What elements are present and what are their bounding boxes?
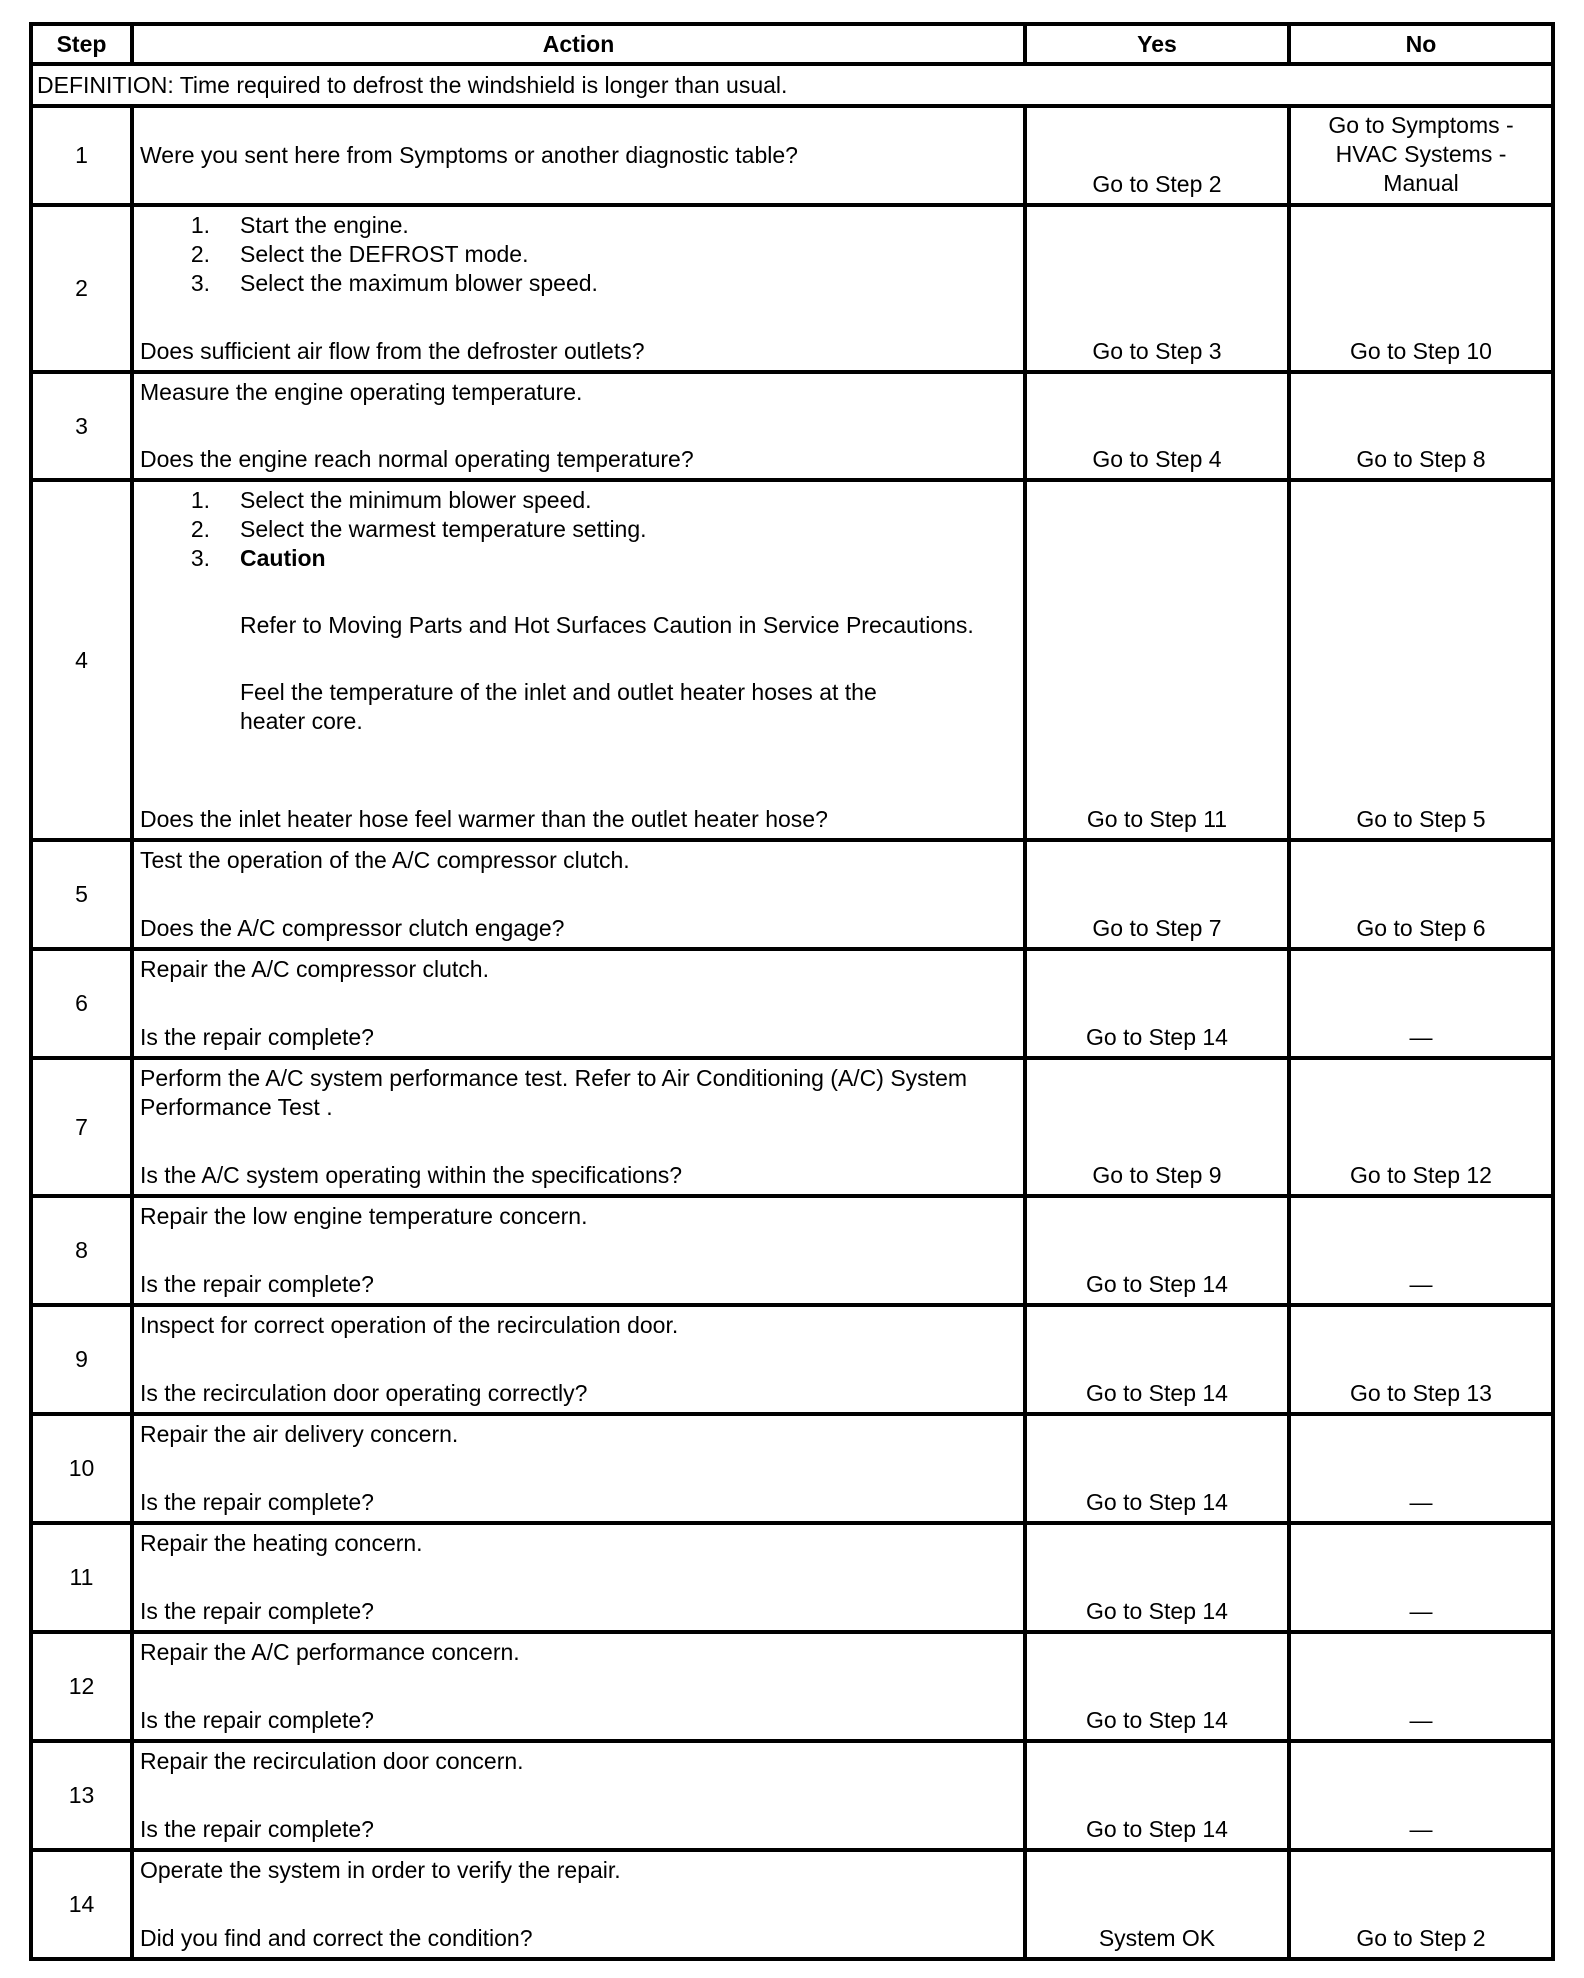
table-row <box>31 1058 1553 1196</box>
yes-cell: Go to Step 14 <box>1025 1523 1289 1632</box>
yes-cell: Go to Step 4 <box>1025 372 1289 480</box>
step-number: 7 <box>31 1058 132 1196</box>
list-item: 2. Select the warmest temperature setting. <box>190 516 647 542</box>
step-number: 12 <box>31 1632 132 1741</box>
step-number: 11 <box>31 1523 132 1632</box>
question-text: Does the engine reach normal operating temperature? <box>140 446 694 472</box>
action-cell <box>132 1414 1025 1523</box>
table-row <box>31 106 1553 205</box>
header-step: Step <box>31 24 132 64</box>
yes-cell: Go to Step 14 <box>1025 1305 1289 1414</box>
list-item: 1. Select the minimum blower speed. <box>190 487 592 513</box>
action-cell <box>132 1632 1025 1741</box>
table-row <box>31 372 1553 480</box>
instruction-text: Repair the recirculation door concern. <box>140 1748 524 1774</box>
step-number: 13 <box>31 1741 132 1850</box>
table-row <box>31 1741 1553 1850</box>
question-text: Is the repair complete? <box>140 1598 374 1624</box>
yes-cell: Go to Step 14 <box>1025 1196 1289 1305</box>
table-row <box>31 949 1553 1058</box>
yes-cell: Go to Step 2 <box>1025 106 1289 205</box>
question-text: Does the A/C compressor clutch engage? <box>140 915 565 941</box>
no-cell: — <box>1289 1741 1553 1850</box>
list-item: 3. Select the maximum blower speed. <box>190 270 598 296</box>
question-text: Is the repair complete? <box>140 1271 374 1297</box>
table-row <box>31 205 1553 372</box>
no-cell: Go to Step 13 <box>1289 1305 1553 1414</box>
action-cell <box>132 1305 1025 1414</box>
yes-cell: Go to Step 14 <box>1025 1414 1289 1523</box>
yes-cell: Go to Step 7 <box>1025 840 1289 949</box>
step-number: 14 <box>31 1850 132 1959</box>
instruction-text: Operate the system in order to verify the repair. <box>140 1857 621 1883</box>
caution-text: Refer to Moving Parts and Hot Surfaces Caution in Service Precautions. <box>240 612 974 638</box>
action-cell <box>132 1741 1025 1850</box>
action-cell <box>132 205 1025 372</box>
diagnostic-table <box>29 22 1555 1961</box>
no-cell: — <box>1289 949 1553 1058</box>
action-cell <box>132 480 1025 840</box>
yes-cell: Go to Step 3 <box>1025 205 1289 372</box>
action-cell <box>132 106 1025 205</box>
instruction-text: Repair the air delivery concern. <box>140 1421 459 1447</box>
step-number: 4 <box>31 480 132 840</box>
table-row <box>31 1850 1553 1959</box>
instruction-text: Repair the low engine temperature concern. <box>140 1203 588 1229</box>
step-number: 3 <box>31 372 132 480</box>
procedure-list <box>140 486 1017 573</box>
action-cell <box>132 840 1025 949</box>
table-row <box>31 1305 1553 1414</box>
question-text: Is the repair complete? <box>140 1707 374 1733</box>
caution-label: Caution <box>240 545 326 571</box>
instruction-text: Perform the A/C system performance test. Refer to Air Conditioning (A/C) System Performance Test . <box>140 1065 968 1120</box>
no-cell: — <box>1289 1632 1553 1741</box>
table-row <box>31 1414 1553 1523</box>
no-cell: Go to Step 6 <box>1289 840 1553 949</box>
instruction-text: Repair the A/C performance concern. <box>140 1639 520 1665</box>
step-number: 10 <box>31 1414 132 1523</box>
no-cell: Go to Step 2 <box>1289 1850 1553 1959</box>
table-row <box>31 1196 1553 1305</box>
no-cell: Go to Step 8 <box>1289 372 1553 480</box>
question-text: Is the repair complete? <box>140 1489 374 1515</box>
question-text: Does the inlet heater hose feel warmer than the outlet heater hose? <box>140 806 828 832</box>
action-cell <box>132 1058 1025 1196</box>
step-number: 9 <box>31 1305 132 1414</box>
no-cell: Go to Step 5 <box>1289 480 1553 840</box>
step-number: 2 <box>31 205 132 372</box>
header-action: Action <box>132 24 1025 64</box>
step-number: 5 <box>31 840 132 949</box>
yes-cell: Go to Step 14 <box>1025 1741 1289 1850</box>
question-text: Were you sent here from Symptoms or another diagnostic table? <box>140 142 798 168</box>
yes-cell: Go to Step 14 <box>1025 949 1289 1058</box>
definition-text: DEFINITION: Time required to defrost the windshield is longer than usual. <box>31 64 1553 106</box>
list-item: 1. Start the engine. <box>190 212 409 238</box>
instruction-text: Test the operation of the A/C compressor clutch. <box>140 847 630 873</box>
step-number: 8 <box>31 1196 132 1305</box>
yes-cell: Go to Step 9 <box>1025 1058 1289 1196</box>
step-number: 6 <box>31 949 132 1058</box>
instruction-text: Repair the heating concern. <box>140 1530 423 1556</box>
no-cell: Go to Step 12 <box>1289 1058 1553 1196</box>
yes-cell: Go to Step 11 <box>1025 480 1289 840</box>
no-cell: Go to Step 10 <box>1289 205 1553 372</box>
action-cell <box>132 949 1025 1058</box>
yes-cell: System OK <box>1025 1850 1289 1959</box>
instruction-text: Repair the A/C compressor clutch. <box>140 956 489 982</box>
table-row <box>31 840 1553 949</box>
instruction-text: Inspect for correct operation of the recirculation door. <box>140 1312 679 1338</box>
feel-instruction: Feel the temperature of the inlet and outlet heater hoses at the heater core. <box>240 679 877 734</box>
action-cell <box>132 1196 1025 1305</box>
action-cell <box>132 1523 1025 1632</box>
no-cell: Go to Symptoms - HVAC Systems - Manual <box>1289 106 1553 205</box>
instruction-text: Measure the engine operating temperature. <box>140 379 583 405</box>
no-cell: — <box>1289 1523 1553 1632</box>
question-text: Does sufficient air flow from the defroster outlets? <box>140 338 645 364</box>
list-item: 3. Caution <box>140 544 1017 573</box>
definition-row <box>31 64 1553 106</box>
header-no: No <box>1289 24 1553 64</box>
yes-cell: Go to Step 14 <box>1025 1632 1289 1741</box>
step-number: 1 <box>31 106 132 205</box>
action-cell <box>132 1850 1025 1959</box>
header-row <box>31 24 1553 64</box>
table-row <box>31 480 1553 840</box>
procedure-list <box>140 211 1017 298</box>
action-cell <box>132 372 1025 480</box>
question-text: Did you find and correct the condition? <box>140 1925 533 1951</box>
question-text: Is the recirculation door operating correctly? <box>140 1380 588 1406</box>
header-yes: Yes <box>1025 24 1289 64</box>
question-text: Is the repair complete? <box>140 1816 374 1842</box>
table-row <box>31 1632 1553 1741</box>
no-cell: — <box>1289 1414 1553 1523</box>
question-text: Is the repair complete? <box>140 1024 374 1050</box>
list-item: 2. Select the DEFROST mode. <box>190 241 529 267</box>
table-row <box>31 1523 1553 1632</box>
question-text: Is the A/C system operating within the specifications? <box>140 1162 683 1188</box>
no-cell: — <box>1289 1196 1553 1305</box>
